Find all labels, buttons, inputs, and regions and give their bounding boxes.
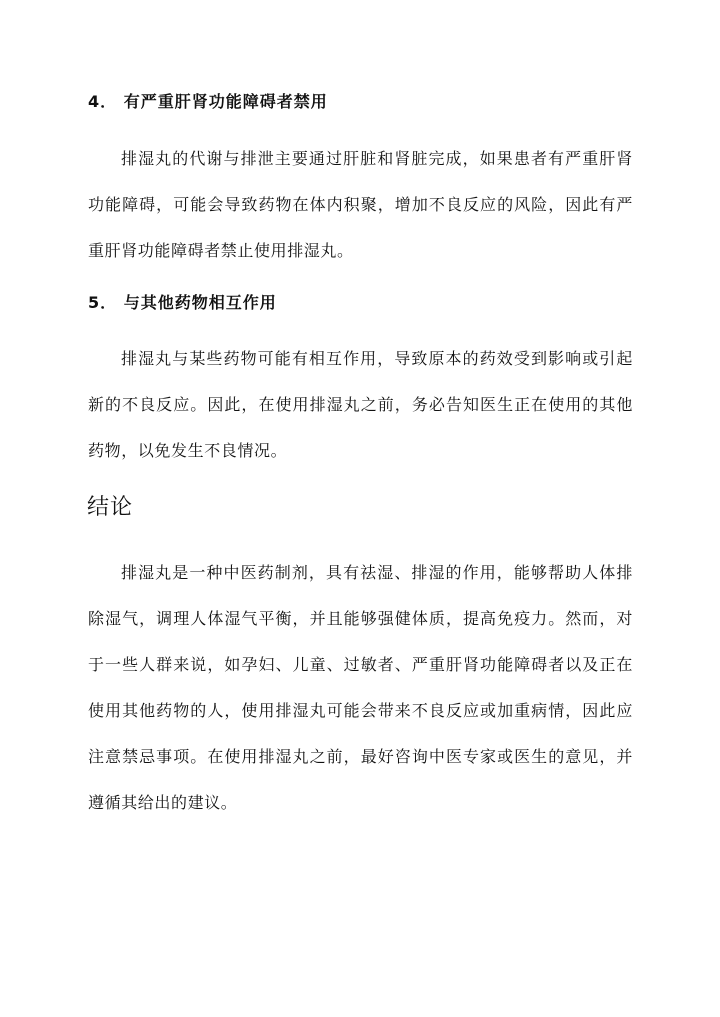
conclusion-title: 结论 [87,495,134,520]
section-4-paragraph: 排湿丸的代谢与排泄主要通过肝脏和肾脏完成，如果患者有严重肝肾功能障碍，可能会导致药物在体内积聚，增加不良反应的风险，因此有严重肝肾功能障碍者禁止使用排湿丸。 [88,149,633,260]
section-5-paragraph: 排湿丸与某些药物可能有相互作用，导致原本的药效受到影响或引起新的不良反应。因此，在使用排湿丸之前，务必告知医生正在使用的其他药物，以免发生不良情况。 [88,349,633,460]
section-4-heading: 4． 有严重肝肾功能障碍者禁用 [88,92,328,111]
section-5-heading: 5． 与其他药物相互作用 [88,293,277,312]
conclusion-paragraph: 排湿丸是一种中医药制剂，具有祛湿、排湿的作用，能够帮助人体排除湿气，调理人体湿气平衡，并且能够强健体质，提高免疫力。然而，对于一些人群来说，如孕妇、儿童、过敏者、严重肝肾功能障碍者以及正在使用其他药物的人，使用排湿丸可能会带来不良反应或加重病情，因此应注意禁忌事项。在使用排湿丸之前，最好咨询中医专家或医生的意见，并遵循其给出的建议。 [88,563,633,812]
